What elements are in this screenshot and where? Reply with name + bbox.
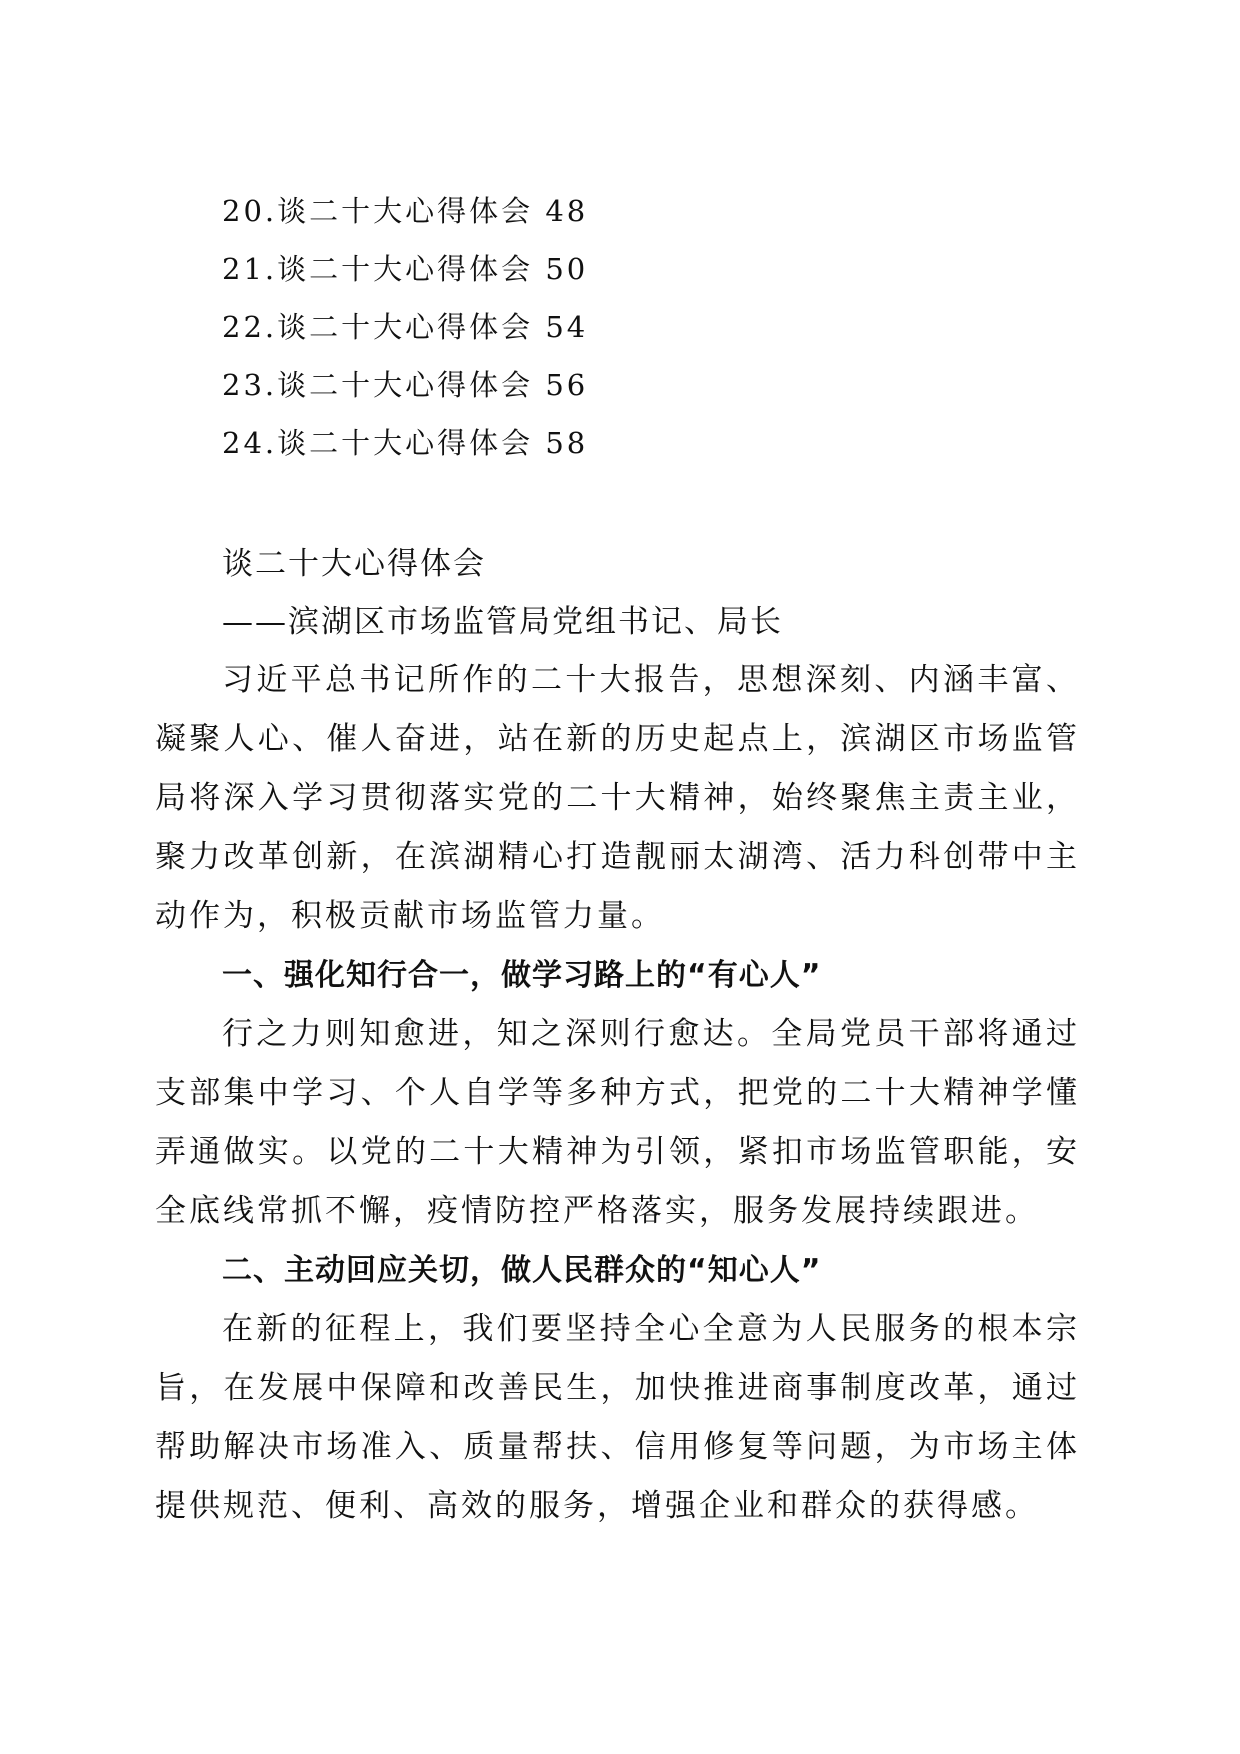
section-2-heading: 二、主动回应关切，做人民群众的“知心人” (222, 1253, 822, 1288)
toc-item: 23.谈二十大心得体会 56 (222, 368, 589, 402)
toc-item: 20.谈二十大心得体会 48 (222, 194, 589, 228)
toc-item: 24.谈二十大心得体会 58 (222, 426, 589, 460)
intro-paragraph: 习近平总书记所作的二十大报告，思想深刻、内涵丰富、凝聚人心、催人奋进，站在新的历史起点上，滨湖区市场监管局将深入学习贯彻落实党的二十大精神，始终聚焦主责主业，聚力改革创新，在滨湖精心打造靓丽太湖湾、活力科创带中主动作为，积极贡献市场监管力量。 (155, 662, 1080, 934)
toc-item: 22.谈二十大心得体会 54 (222, 310, 589, 344)
article (155, 535, 1080, 1536)
section-1-heading: 一、强化知行合一，做学习路上的“有心人” (222, 958, 822, 993)
table-of-contents (222, 182, 1122, 472)
article-byline: ——滨湖区市场监管局党组书记、局长 (222, 604, 783, 640)
article-title: 谈二十大心得体会 (222, 546, 486, 582)
toc-item: 21.谈二十大心得体会 50 (222, 252, 589, 286)
section-1-paragraph: 行之力则知愈进，知之深则行愈达。全局党员干部将通过支部集中学习、个人自学等多种方式，把党的二十大精神学懂弄通做实。以党的二十大精神为引领，紧扣市场监管职能，安全底线常抓不懈，疫情防控严格落实，服务发展持续跟进。 (155, 1016, 1080, 1229)
section-2-paragraph: 在新的征程上，我们要坚持全心全意为人民服务的根本宗旨，在发展中保障和改善民生，加快推进商事制度改革，通过帮助解决市场准入、质量帮扶、信用修复等问题，为市场主体提供规范、便利、高效的服务，增强企业和群众的获得感。 (155, 1311, 1080, 1524)
